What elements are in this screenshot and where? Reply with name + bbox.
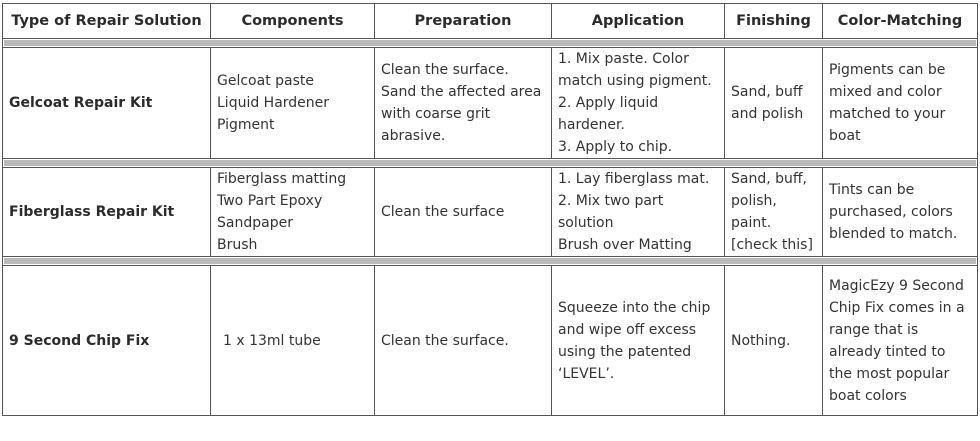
repair-type-cell: Gelcoat Repair Kit [3, 48, 211, 159]
finishing-cell: Nothing. [725, 266, 823, 416]
application-step: 2. Apply liquid hardener. [558, 95, 659, 133]
components-cell [211, 48, 375, 159]
header-finishing: Finishing [725, 4, 823, 39]
color-matching-cell: Tints can be purchased, colors blended to match. [823, 168, 978, 257]
component-item: Pigment [217, 117, 275, 133]
table-row [3, 266, 978, 416]
row-separator [3, 39, 978, 48]
component-item: Two Part Epoxy [217, 193, 323, 209]
application-cell [552, 168, 725, 257]
repair-solutions-table [2, 3, 978, 416]
application-step: 3. Apply to chip. [558, 139, 673, 155]
header-components: Components [211, 4, 375, 39]
application-step: 1. Lay fiberglass mat. [558, 171, 710, 187]
application-step: Squeeze into the chip and wipe off excess using the patented ‘LEVEL’. [558, 299, 711, 382]
preparation-cell: Clean the surface. Sand the affected area with coarse grit abrasive. [375, 48, 552, 159]
application-cell [552, 48, 725, 159]
color-matching-cell: MagicEzy 9 Second Chip Fix comes in a range that is already tinted to the most popular boat colors [823, 266, 978, 416]
application-step: 1. Mix paste. Color match using pigment. [558, 51, 712, 89]
application-cell [552, 266, 725, 416]
header-application: Application [552, 4, 725, 39]
table-row [3, 168, 978, 257]
preparation-cell: Clean the surface. [375, 266, 552, 416]
color-matching-cell: Pigments can be mixed and color matched to your boat [823, 48, 978, 159]
component-item: 1 x 13ml tube [223, 332, 321, 349]
row-separator [3, 159, 978, 168]
finishing-cell: Sand, buff and polish [725, 48, 823, 159]
components-cell [211, 168, 375, 257]
component-item: Brush [217, 237, 258, 253]
row-separator [3, 257, 978, 266]
table-row [3, 48, 978, 159]
application-step: 2. Mix two part solution [558, 193, 664, 231]
finishing-cell: Sand, buff, polish, paint. [check this] [725, 168, 823, 257]
application-step: Brush over Matting [558, 237, 692, 253]
repair-type-cell: Fiberglass Repair Kit [3, 168, 211, 257]
component-item: Gelcoat paste [217, 73, 314, 89]
header-preparation: Preparation [375, 4, 552, 39]
header-color-matching: Color-Matching [823, 4, 978, 39]
components-cell [211, 266, 375, 416]
component-item: Liquid Hardener [217, 95, 330, 111]
component-item: Fiberglass matting [217, 171, 347, 187]
header-type: Type of Repair Solution [3, 4, 211, 39]
component-item: Sandpaper [217, 215, 293, 231]
repair-type-cell: 9 Second Chip Fix [3, 266, 211, 416]
header-row [3, 4, 978, 39]
preparation-cell: Clean the surface [375, 168, 552, 257]
